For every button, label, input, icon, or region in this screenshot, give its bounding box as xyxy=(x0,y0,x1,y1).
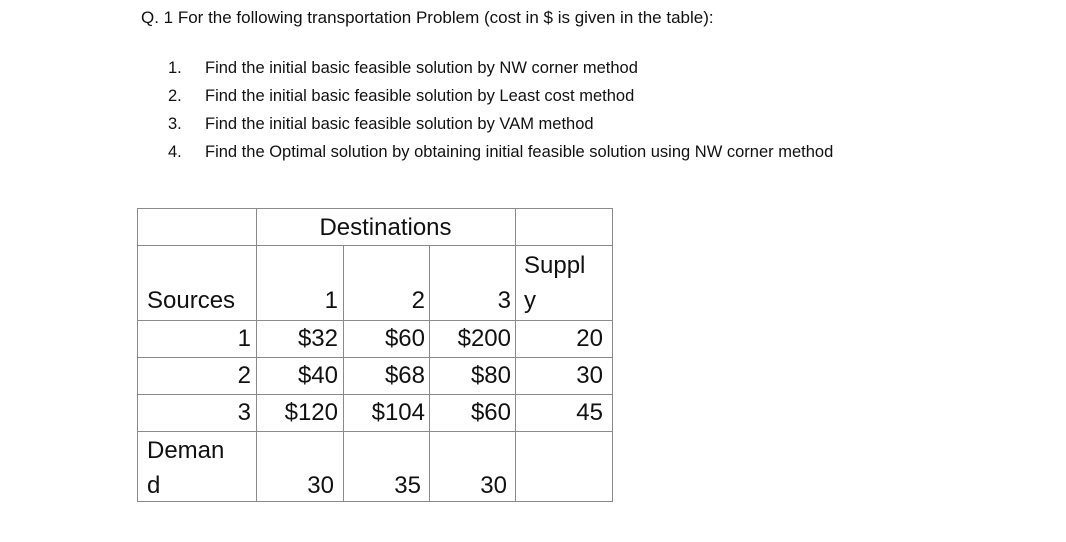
supply-value: 45 xyxy=(576,399,603,426)
task-number: 3. xyxy=(168,115,182,133)
cost-cell: $60 xyxy=(384,325,425,352)
transportation-table xyxy=(137,208,613,502)
cost-cell: $68 xyxy=(384,362,425,389)
destinations-header: Destinations xyxy=(319,214,452,241)
task-number: 4. xyxy=(168,143,182,161)
demand-value: 35 xyxy=(394,472,421,499)
destination-number: 1 xyxy=(324,287,338,314)
sources-header: Sources xyxy=(147,287,236,314)
task-item xyxy=(168,54,833,82)
supply-header-line2: y xyxy=(524,287,536,314)
destination-number: 2 xyxy=(411,287,425,314)
cost-cell: $80 xyxy=(470,362,511,389)
task-number: 1. xyxy=(168,59,182,77)
task-list xyxy=(168,54,833,166)
task-text: Find the initial basic feasible solution by NW corner method xyxy=(205,59,638,77)
demand-value: 30 xyxy=(307,472,334,499)
grid-line xyxy=(137,431,613,432)
cost-cell: $120 xyxy=(284,399,338,426)
cost-cell: $32 xyxy=(297,325,338,352)
cost-cell: $40 xyxy=(297,362,338,389)
task-text: Find the initial basic feasible solution by Least cost method xyxy=(205,87,635,105)
demand-header-line1: Deman xyxy=(147,437,225,464)
task-number: 2. xyxy=(168,87,182,105)
supply-value: 30 xyxy=(576,362,603,389)
source-number: 2 xyxy=(237,362,251,389)
task-text: Find the initial basic feasible solution by VAM method xyxy=(205,115,594,133)
demand-value: 30 xyxy=(480,472,507,499)
source-number: 3 xyxy=(237,399,251,426)
question-text: Q. 1 For the following transportation Problem (cost in $ is given in the table): xyxy=(141,8,714,27)
task-item xyxy=(168,138,833,166)
task-item xyxy=(168,82,833,110)
cost-cell: $60 xyxy=(470,399,511,426)
cost-cell: $104 xyxy=(371,399,425,426)
destination-number: 3 xyxy=(497,287,511,314)
grid-line xyxy=(612,208,613,502)
demand-header-line2: d xyxy=(147,472,161,499)
task-text: Find the Optimal solution by obtaining initial feasible solution using NW corner method xyxy=(205,143,834,161)
supply-header-line1: Suppl xyxy=(524,252,586,279)
task-item xyxy=(168,110,833,138)
source-number: 1 xyxy=(237,325,251,352)
grid-line xyxy=(137,208,613,209)
supply-value: 20 xyxy=(576,325,603,352)
cost-cell: $200 xyxy=(457,325,511,352)
